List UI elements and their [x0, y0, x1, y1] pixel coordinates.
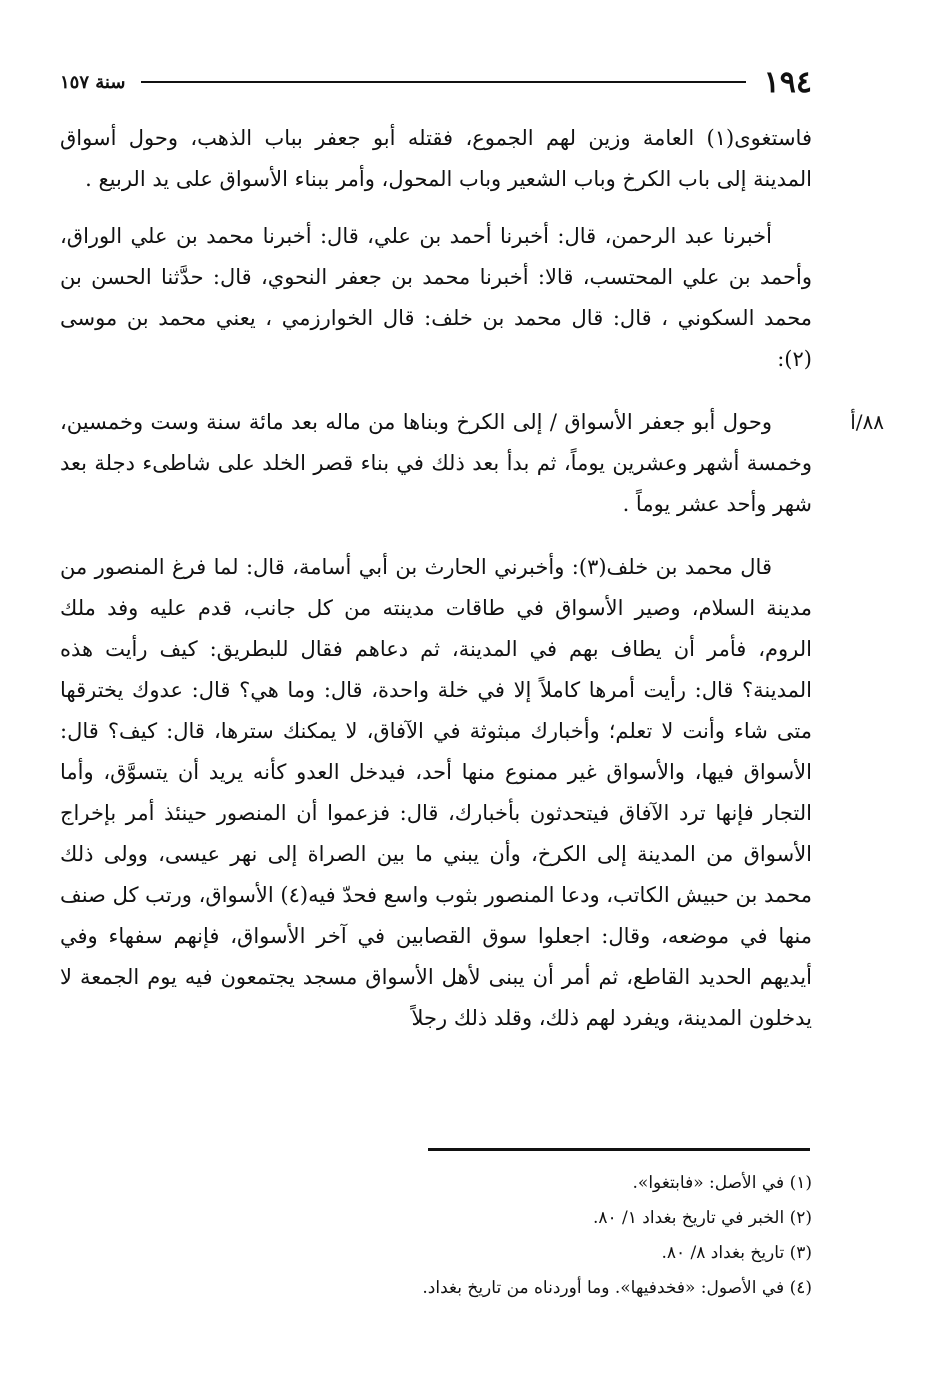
page-header [60, 60, 812, 104]
page-number: ١٩٤ [763, 64, 812, 100]
paragraph: وحول أبو جعفر الأسواق / إلى الكرخ وبناها من ماله بعد مائة سنة وست وخمسين، وخمسة أشهر وعشرين يوماً، ثم بدأ بعد ذلك في بناء قصر الخلد على شاطىء دجلة بعد شهر وأحد عشر يوماً . [60, 410, 812, 516]
footnote: (٢) الخبر في تاريخ بغداد ١/ ٨٠. [592, 1208, 812, 1228]
footnote: (١) في الأصل: «فابتغوا». [632, 1173, 812, 1193]
paragraph-block [60, 402, 884, 525]
paragraph: قال محمد بن خلف(٣): وأخبرني الحارث بن أبي أسامة، قال: لما فرغ المنصور من مدينة السلام، وصير الأسواق في طاقات مدينته من كل جانب، قدم عليه وفد ملك الروم، فأمر أن يطاف بهم في المدينة، ثم دعاهم فقال للبطريق: كيف رأيت هذه المدينة؟ قال: رأيت أمرها كاملاً إلا في خلة واحدة، قال: وما هي؟ قال: عدوك يخترقها متى شاء وأنت لا تعلم؛ وأخبارك مبثوثة في الآفاق، لا يمكنك سترها، قال: كيف؟ قال: الأسواق فيها، والأسواق غير ممنوع منها أحد، فيدخل العدو كأنه يريد أن يتسوَّق، وأما التجار فإنها ترد الآفاق فيتحدثون بأخبارك، قال: فزعموا أن المنصور حينئذ أمر بإخراج الأسواق من المدينة إلى الكرخ، وأن يبني ما بين الصراة إلى نهر عيسى، وولى ذلك محمد بن حبيش الكاتب، ودعا المنصور بثوب واسع فحدّ فيه(٤) الأسواق، ورتب كل صنف منها في موضعه، وقال: اجعلوا سوق القصابين في آخر الأسواق، فإنهم سفهاء وفي أيديهم الحديد القاطع، ثم أمر أن يبنى لأهل الأسواق مسجد يجتمعون فيه يوم الجمعة لا يدخلون المدينة، ويفرد لهم ذلك، وقلد ذلك رجلاً [59, 555, 813, 1030]
footnotes [60, 1166, 812, 1306]
paragraph: أخبرنا عبد الرحمن، قال: أخبرنا أحمد بن علي، قال: أخبرنا محمد بن علي الوراق، وأحمد بن علي المحتسب، قالا: أخبرنا محمد بن جعفر النحوي، قال: حدَّثنا الحسن بن محمد السكوني ، قال: قال محمد بن خلف: قال الخوارزمي ، يعني محمد بن موسى (٢): [60, 224, 812, 371]
margin-folio-note: ٨٨/أ [850, 410, 884, 434]
footnote: (٤) في الأصول: «فخدفيها». وما أوردناه من تاريخ بغداد. [422, 1278, 812, 1298]
main-text [59, 118, 884, 1039]
footnote-separator [428, 1148, 810, 1151]
paragraph: فاستغوى(١) العامة وزين لهم الجموع، فقتله أبو جعفر بباب الذهب، وحول أسواق المدينة إلى باب الكرخ وباب الشعير وباب المحول، وأمر ببناء الأسواق على يد الربيع . [60, 126, 812, 191]
header-rule [141, 81, 745, 83]
footnote: (٣) تاريخ بغداد ٨/ ٨٠. [661, 1243, 812, 1263]
year-label: سنة ١٥٧ [60, 71, 126, 93]
